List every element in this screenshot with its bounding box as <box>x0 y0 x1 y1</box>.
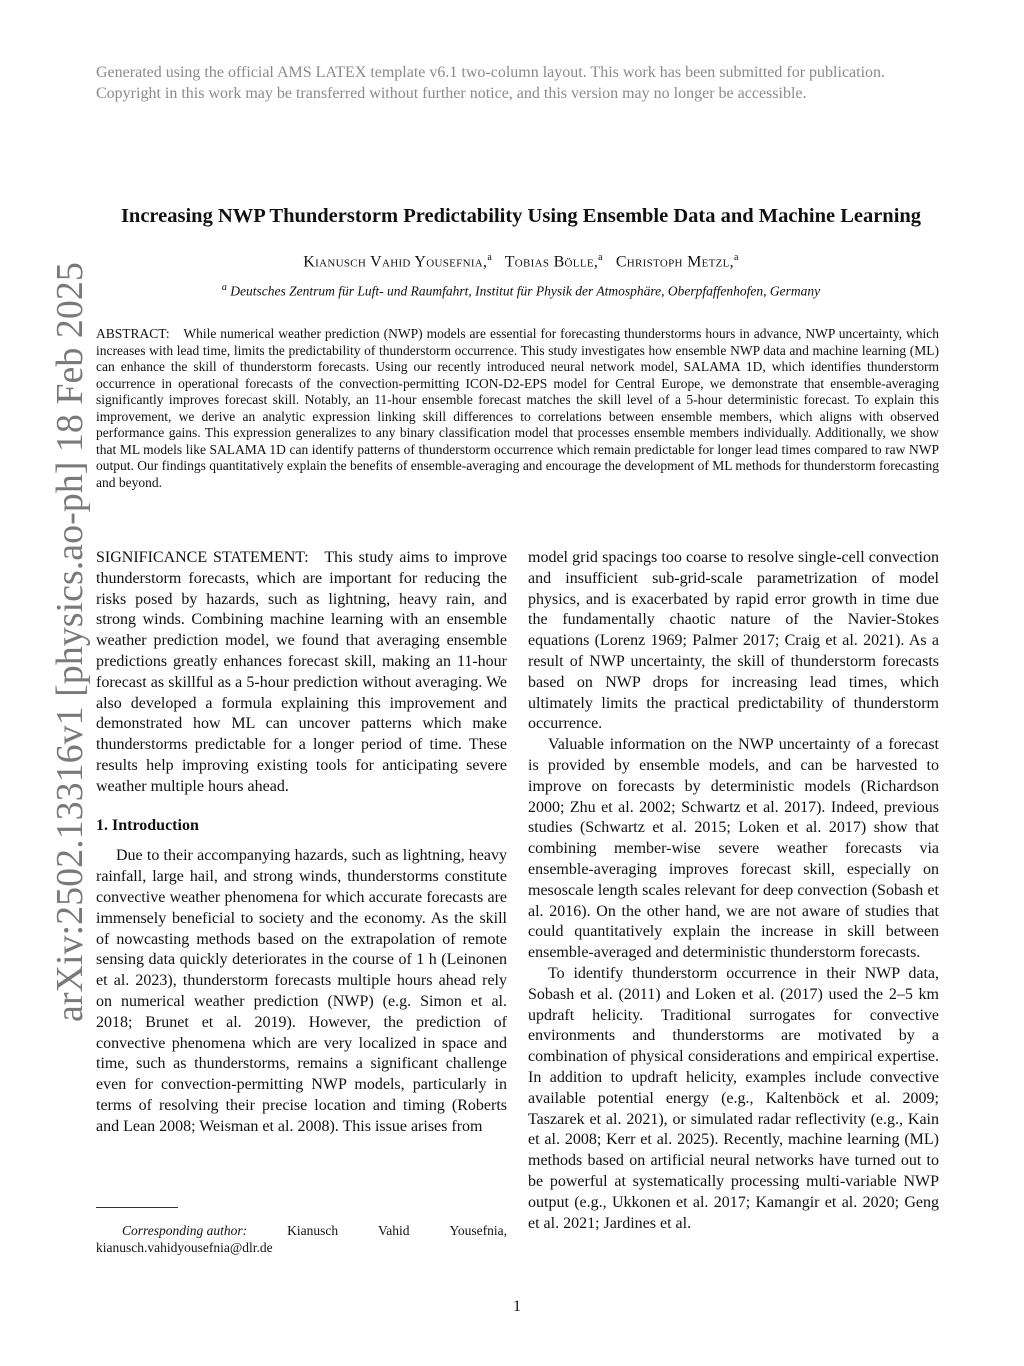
affiliation-mark: a <box>487 252 493 263</box>
affiliation-mark: a <box>221 282 227 293</box>
paper-title: Increasing NWP Thunderstorm Predictability Using Ensemble Data and Machine Learning <box>120 205 922 227</box>
footnote-rule <box>96 1207 178 1208</box>
affiliation <box>96 282 946 300</box>
template-notice: Generated using the official AMS LATEX template v6.1 two-column layout. This work has been submitted for publication. Copyright in this work may be transferred without further notice, and this version may no longer be accessible. <box>96 64 886 102</box>
abstract-text: While numerical weather prediction (NWP) models are essential for forecasting thunderstorms hours in advance, NWP uncertainty, which increases with lead time, limits the predictability of thunderstorm occurrence. This study investigates how ensemble NWP data and machine learning (ML) can enhance the skill of thunderstorm forecasts. Using our recently introduced neural network model, SALAMA 1D, which identifies thunderstorm occurrence in operational forecasts of the convection-permitting ICON-D2-EPS model for Central Europe, we demonstrate that ensemble-averaging significantly improves forecast skill. Notably, an 11-hour ensemble forecast matches the skill level of a 5-hour deterministic forecast. To explain this improvement, we derive an analytic expression linking skill differences to correlations between ensemble members, which aligns with observed performance gains. This expression generalizes to any binary classification model that processes ensemble members individually. Additionally, we show that ML models like SALAMA 1D can identify patterns of thunderstorm occurrence which remain predictable for longer lead times compared to raw NWP output. Our findings quantitatively explain the benefits of ensemble-averaging and encourage the development of ML methods for thunderstorm forecasting and beyond. <box>96 326 939 490</box>
paragraph: To identify thunderstorm occurrence in their NWP data, Sobash et al. (2011) and Loken et al. (2017) used the 2–5 km updraft helicity. Traditional surrogates for convective environments and thunderstorms are motivated by a combination of physical considerations and empirical expertise. In addition to updraft helicity, examples include convective available potential energy (e.g., Kaltenböck et al. 2009; Taszarek et al. 2021), or simulated radar reflectivity (e.g., Kain et al. 2008; Kerr et al. 2025). Recently, machine learning (ML) methods based on artificial neural networks have turned out to be powerful at systematically processing multi-variable NWP output (e.g., Ukkonen et al. 2017; Kamangir et al. 2020; Geng et al. 2021; Jardines et al. <box>528 964 939 1232</box>
author-list <box>96 252 946 271</box>
affiliation-mark: a <box>733 252 739 263</box>
significance-label: SIGNIFICANCE STATEMENT: <box>96 549 309 566</box>
page-number: 1 <box>513 1298 521 1315</box>
paragraph: Due to their accompanying hazards, such as lightning, heavy rainfall, large hail, and strong winds, thunderstorms constitute convective weather phenomena for which accurate forecasts are immensely beneficial to society and the economy. As the skill of nowcasting methods based on the extrapolation of remote sensing data quickly deteriorates in the course of 1 h (Leinonen et al. 2023), thunderstorm forecasts multiple hours ahead rely on numerical weather prediction (NWP) (e.g. Simon et al. 2018; Brunet et al. 2019). However, the prediction of convective phenomena which are very localized in space and time, such as thunderstorms, remains a significant challenge even for convection-permitting NWP models, particularly in terms of resolving their precise location and timing (Roberts and Lean 2008; Weisman et al. 2008). This issue arises from <box>96 847 507 1135</box>
paragraph: Valuable information on the NWP uncertainty of a forecast is provided by ensemble models, and can be harvested to improve on forecasts by deterministic models (Richardson 2000; Zhu et al. 2002; Schwartz et al. 2017). Indeed, previous studies (Schwartz et al. 2015; Loken et al. 2017) show that combining member-wise severe weather forecasts via ensemble-averaging improves forecast skill, especially on mesoscale length scales relevant for deep convection (Sobash et al. 2016). On the other hand, we are not aware of studies that could quantitatively explain the increase in skill between ensemble-averaged and deterministic thunderstorm forecasts. <box>528 736 939 962</box>
footnote-name-part: Yousefnia, <box>449 1223 507 1238</box>
author-name: Tobias Bölle, <box>504 253 599 271</box>
section-heading: 1. Introduction <box>96 816 199 834</box>
affiliation-text: Deutsches Zentrum für Luft- und Raumfahrt, Institut für Physik der Atmosphäre, Oberpfaffenhofen, Germany <box>230 283 821 299</box>
abstract-label: ABSTRACT: <box>96 326 170 341</box>
footnote-name-part: Vahid <box>378 1223 410 1238</box>
footnote-name-part: Kianusch <box>287 1223 339 1238</box>
paragraph: model grid spacings too coarse to resolve single-cell convection and insufficient sub-grid-scale parametrization of model physics, and is exacerbated by rapid error growth in time due the fundamentally chaotic nature of the Navier-Stokes equations (Lorenz 1969; Palmer 2017; Craig et al. 2021). As a result of NWP uncertainty, the skill of thunderstorm forecasts based on NWP drops for increasing lead times, which ultimately limits the practical predictability of thunderstorm occurrence. <box>528 549 939 733</box>
author-name: Christoph Metzl, <box>615 253 734 271</box>
arxiv-identifier: arXiv:2502.13316v1 [physics.ao-ph] 18 Feb 2025 <box>49 262 91 1022</box>
footnote-email: kianusch.vahidyousefnia@dlr.de <box>96 1240 273 1255</box>
significance-statement <box>96 548 507 798</box>
footnote-label: Corresponding author: <box>122 1223 248 1238</box>
right-column <box>528 548 939 1234</box>
abstract <box>96 326 939 491</box>
left-column <box>96 548 507 1138</box>
significance-text: This study aims to improve thunderstorm forecasts, which are important for reducing the risks posed by hazards, such as lightning, heavy rain, and strong winds. Combining machine learning with an ensemble weather prediction model, we found that averaging ensemble predictions greatly enhances forecast skill, making an 11-hour forecast as skillful as a 5-hour prediction without averaging. We also developed a formula explaining this improvement and demonstrated how ML can uncover patterns which make thunderstorms predictable for a longer period of time. These results help improving existing tools for anticipating severe weather multiple hours ahead. <box>96 549 508 795</box>
corresponding-author-footnote <box>96 1222 507 1256</box>
author-name: Kianusch Vahid Yousefnia, <box>303 253 488 271</box>
affiliation-mark: a <box>598 252 603 263</box>
